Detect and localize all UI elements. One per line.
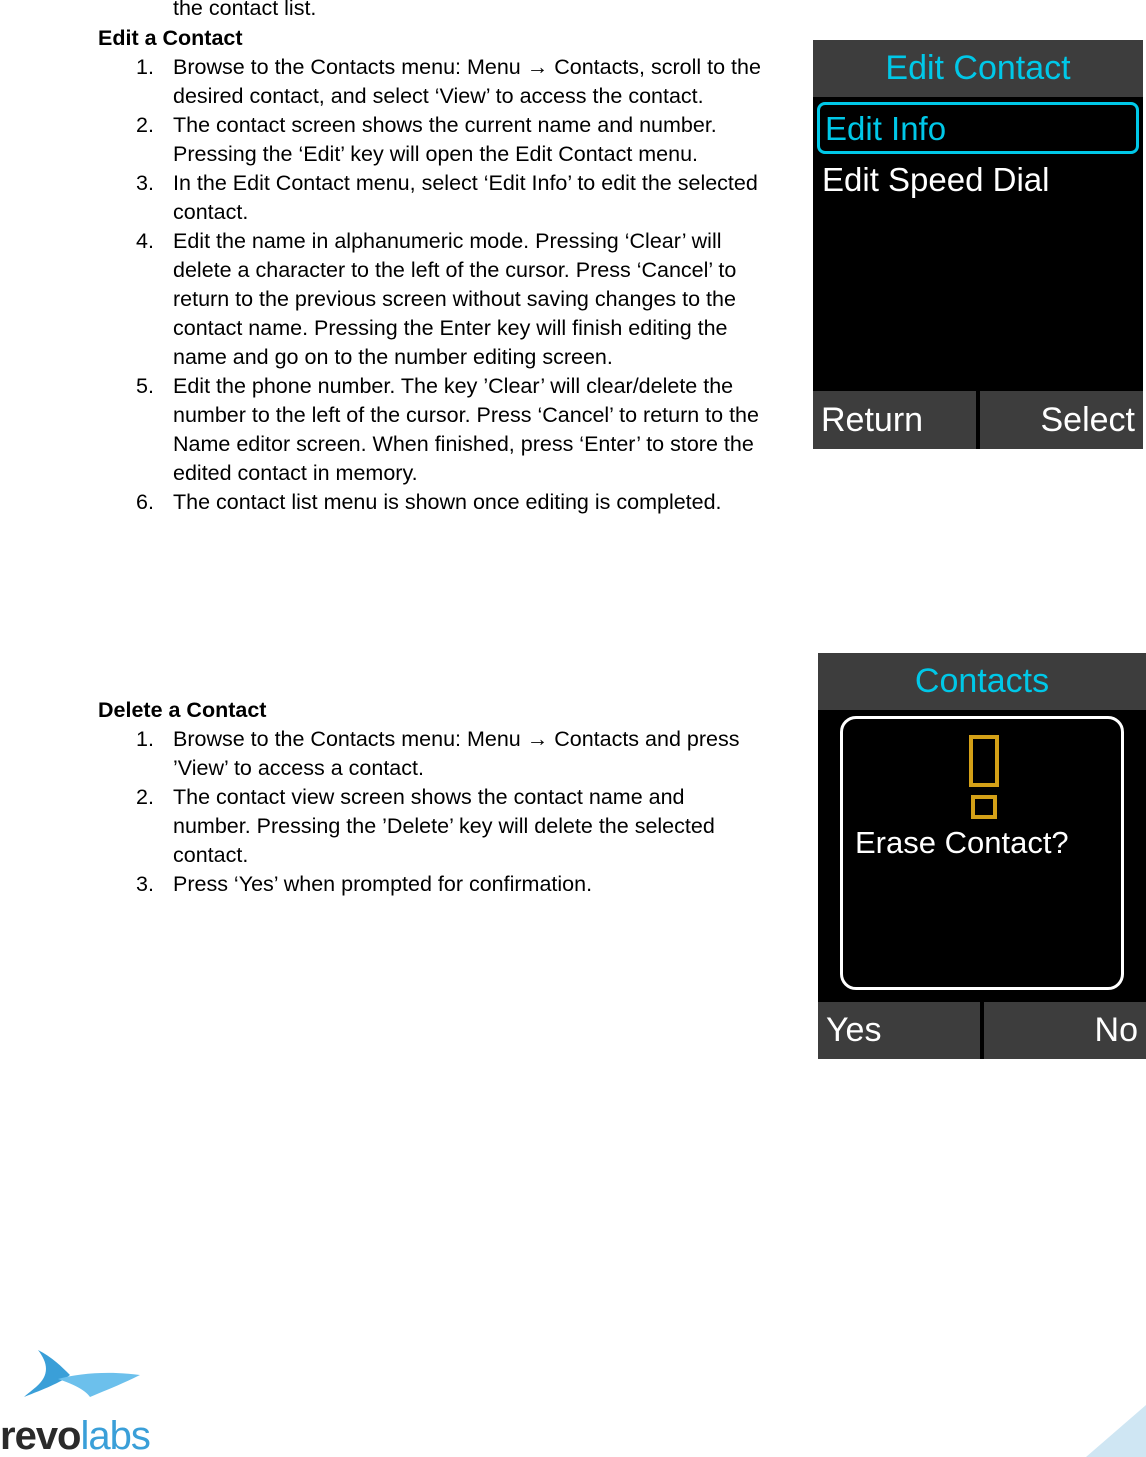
edit-contact-heading: Edit a Contact: [98, 26, 243, 50]
screen-title: Contacts: [818, 653, 1146, 710]
list-item: 1. Browse to the Contacts menu: Menu → Contacts and press ’View’ to access a contact.: [136, 727, 740, 780]
corner-decoration: [1086, 1405, 1146, 1457]
erase-contact-screenshot: [818, 653, 1146, 1059]
intro-tail-text: the contact list.: [173, 0, 317, 20]
warning-icon: [969, 735, 999, 821]
svg-text:revolabs: revolabs: [0, 1414, 150, 1457]
delete-contact-heading: Delete a Contact: [98, 698, 267, 722]
softkey-bar: [818, 1002, 1146, 1059]
edit-contact-screenshot: [813, 40, 1143, 449]
select-softkey[interactable]: Select: [980, 391, 1143, 449]
return-softkey[interactable]: Return: [813, 391, 976, 449]
list-item: 6. The contact list menu is shown once editing is completed.: [136, 490, 722, 514]
list-item: 4. Edit the name in alphanumeric mode. Pressing ‘Clear’ will delete a character to the left of the cursor. Press ‘Cancel’ to return to the previous screen without saving changes to the contact name. Pressing the Enter key will finish editing the name and go on to the number editing screen.: [136, 229, 737, 369]
list-item: 3. Press ‘Yes’ when prompted for confirmation.: [136, 872, 593, 896]
yes-softkey[interactable]: Yes: [818, 1002, 980, 1059]
delete-contact-steps: [98, 725, 763, 899]
confirm-dialog: [840, 716, 1124, 990]
list-item: 5. Edit the phone number. The key ’Clear’ will clear/delete the number to the left of the cursor. Press ‘Cancel’ to return to the Name editor screen. When finished, press ‘Enter’ to store the edited contact in memory.: [136, 374, 759, 485]
list-item: 3. In the Edit Contact menu, select ‘Edit Info’ to edit the selected contact.: [136, 171, 758, 224]
list-item: 2. The contact view screen shows the contact name and number. Pressing the ’Delete’ key will delete the selected contact.: [136, 785, 715, 867]
screen-title: Edit Contact: [813, 40, 1143, 97]
no-softkey[interactable]: No: [984, 1002, 1146, 1059]
menu-item-edit-speed-dial[interactable]: Edit Speed Dial: [822, 161, 1050, 198]
menu-item-edit-info[interactable]: Edit Info: [817, 102, 1139, 154]
list-item: 2. The contact screen shows the current name and number. Pressing the ‘Edit’ key will open the Edit Contact menu.: [136, 113, 717, 166]
list-item: 1. Browse to the Contacts menu: Menu → Contacts, scroll to the desired contact, and select ‘View’ to access the contact.: [136, 55, 761, 108]
revolabs-logo: [0, 1345, 160, 1457]
softkey-bar: [813, 391, 1143, 449]
edit-contact-steps: [98, 53, 763, 517]
erase-prompt: Erase Contact?: [855, 825, 1069, 860]
